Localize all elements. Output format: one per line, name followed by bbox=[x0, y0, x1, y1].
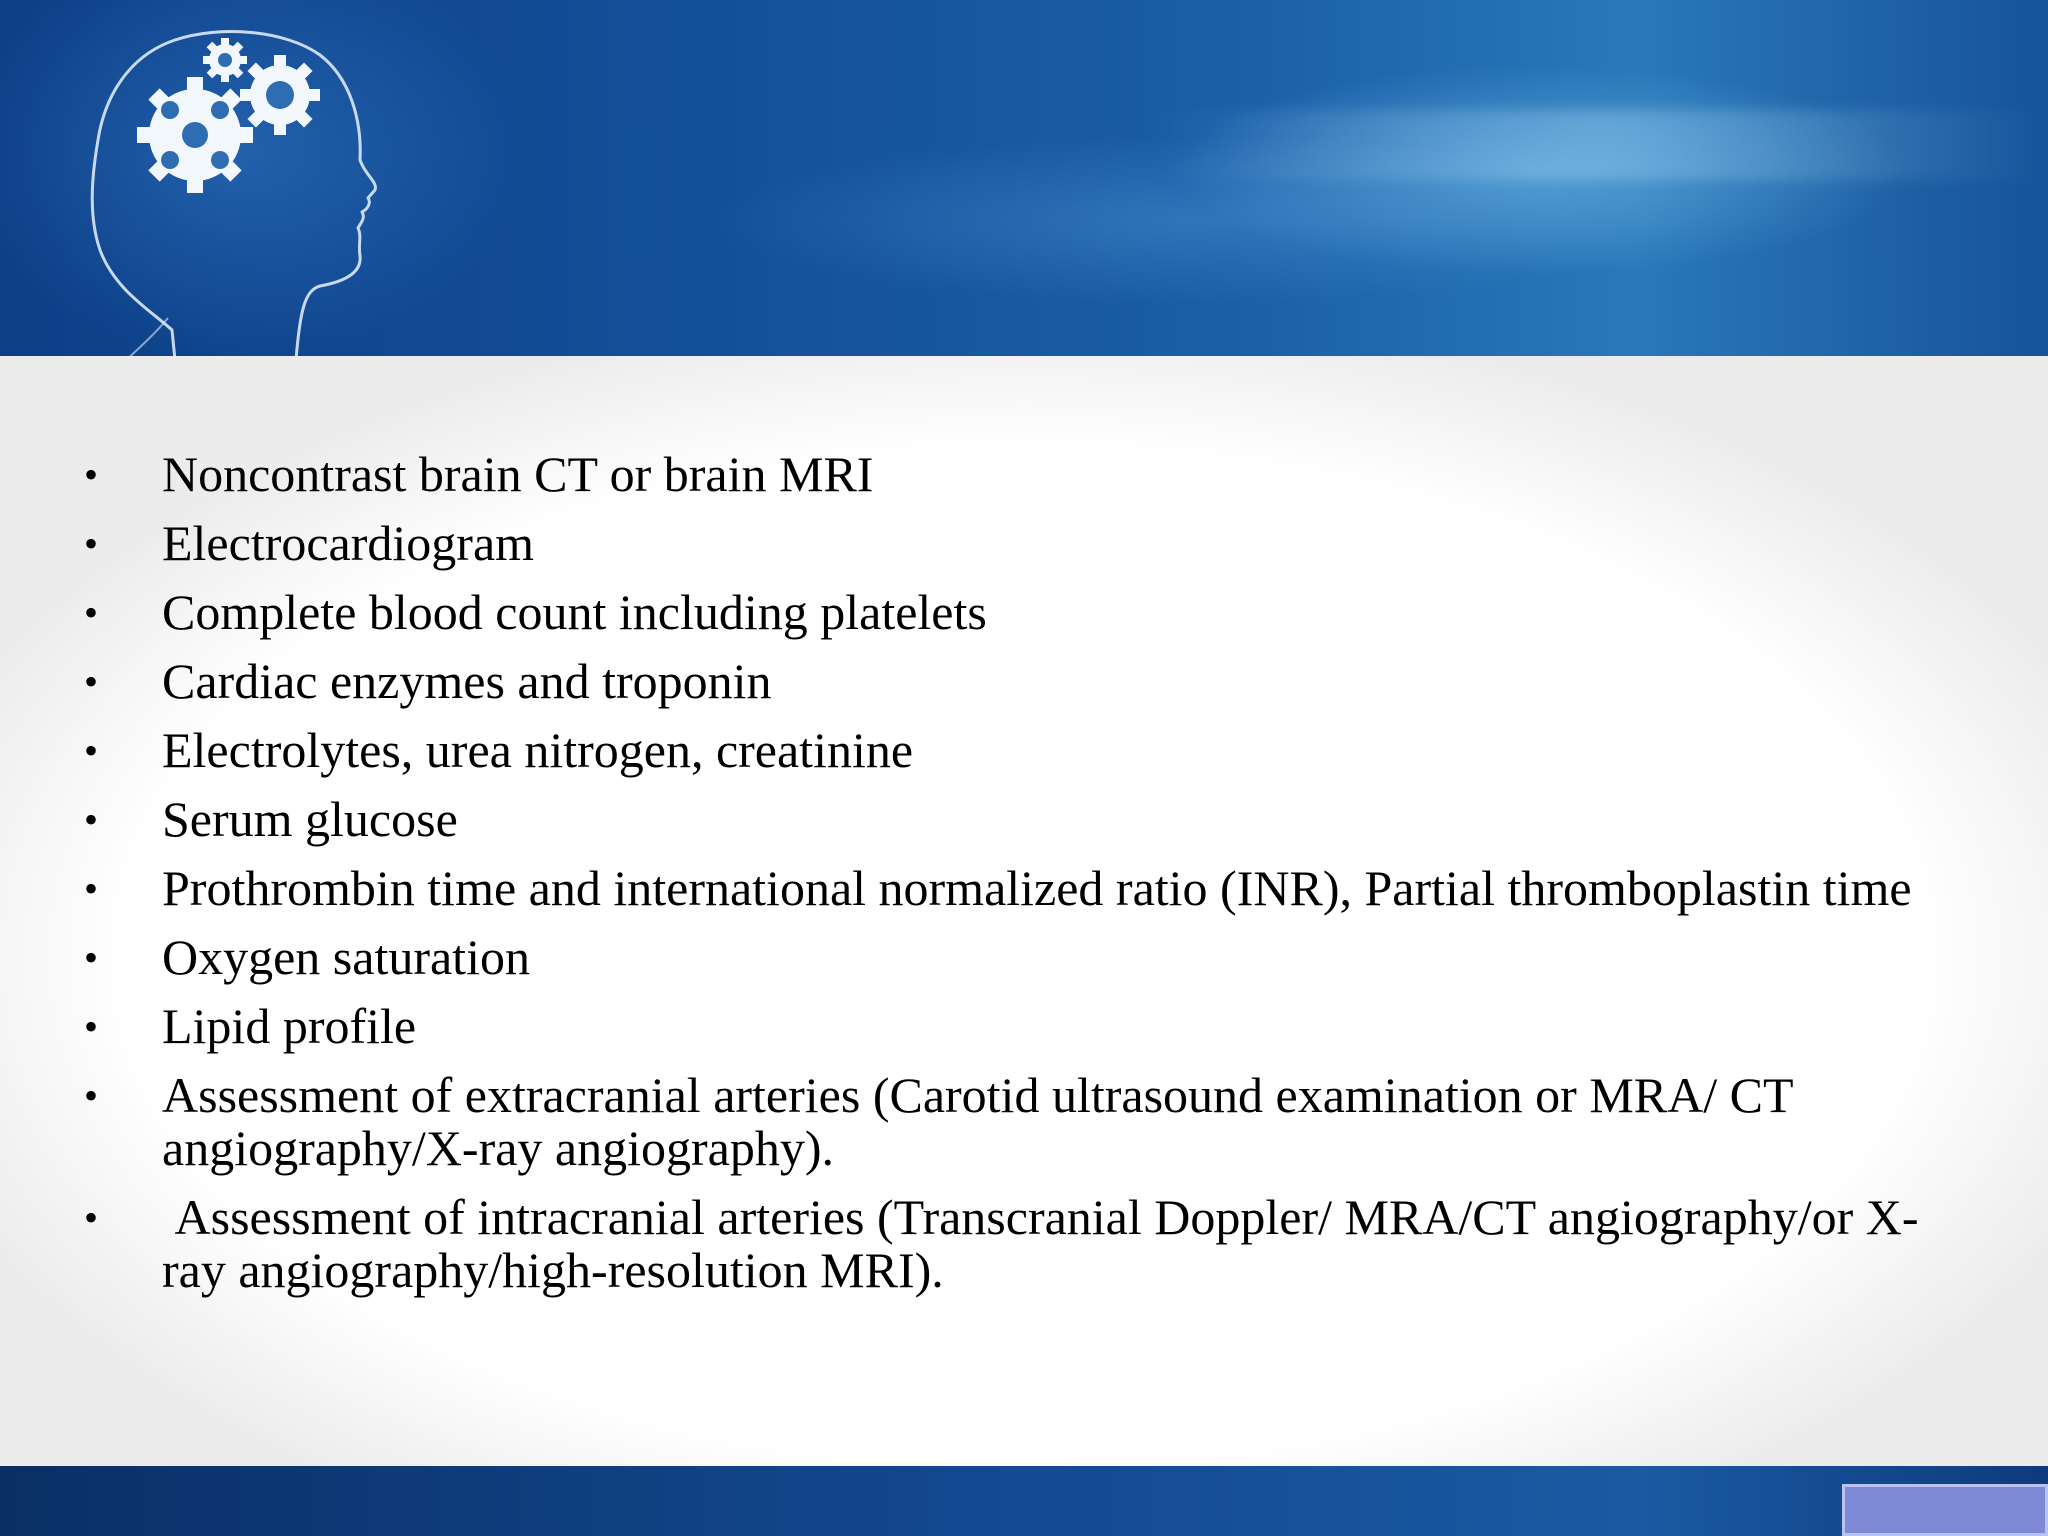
bullet-symbol: • bbox=[84, 728, 99, 773]
bullet-text: Electrolytes, urea nitrogen, creatinine bbox=[162, 722, 914, 778]
list-item bbox=[80, 931, 1980, 984]
bullet-text: Complete blood count including platelets bbox=[162, 584, 987, 640]
bullet-text: Lipid profile bbox=[162, 998, 417, 1054]
list-item bbox=[80, 724, 1980, 777]
bullet-symbol: • bbox=[84, 935, 99, 980]
footer-band bbox=[0, 1466, 2048, 1536]
bullet-symbol: • bbox=[84, 1195, 99, 1240]
bullet-symbol: • bbox=[84, 590, 99, 635]
header-light-streak bbox=[1150, 110, 2048, 180]
bullet-text: Noncontrast brain CT or brain MRI bbox=[162, 446, 874, 502]
list-item bbox=[80, 1000, 1980, 1053]
bullet-symbol: • bbox=[84, 659, 99, 704]
bullet-symbol: • bbox=[84, 797, 99, 842]
list-item bbox=[80, 517, 1980, 570]
head-with-gears-icon bbox=[0, 0, 420, 400]
bullet-text: Electrocardiogram bbox=[162, 515, 535, 571]
bullet-text: Prothrombin time and international normalized ratio (INR), Partial thromboplastin time bbox=[162, 860, 1912, 916]
bullet-text: Cardiac enzymes and troponin bbox=[162, 653, 772, 709]
bullet-text: Serum glucose bbox=[162, 791, 458, 847]
bullet-symbol: • bbox=[84, 1004, 99, 1049]
bullet-text: Assessment of extracranial arteries (Carotid ultrasound examination or MRA/ CT angiography/X-ray angiography). bbox=[162, 1067, 1793, 1176]
list-item bbox=[80, 586, 1980, 639]
corner-box bbox=[1842, 1484, 2048, 1536]
bullet-symbol: • bbox=[84, 452, 99, 497]
list-item bbox=[80, 1069, 1980, 1175]
bullet-symbol: • bbox=[84, 1073, 99, 1118]
list-item bbox=[80, 1191, 1980, 1297]
bullet-list bbox=[80, 448, 1980, 1313]
list-item bbox=[80, 862, 1980, 915]
list-item bbox=[80, 793, 1980, 846]
bullet-symbol: • bbox=[84, 521, 99, 566]
list-item bbox=[80, 655, 1980, 708]
bullet-text: Oxygen saturation bbox=[162, 929, 530, 985]
bullet-symbol: • bbox=[84, 866, 99, 911]
bullet-text: Assessment of intracranial arteries (Transcranial Doppler/ MRA/CT angiography/or X-ray angiography/high-resolution MRI). bbox=[162, 1189, 1919, 1298]
list-item bbox=[80, 448, 1980, 501]
